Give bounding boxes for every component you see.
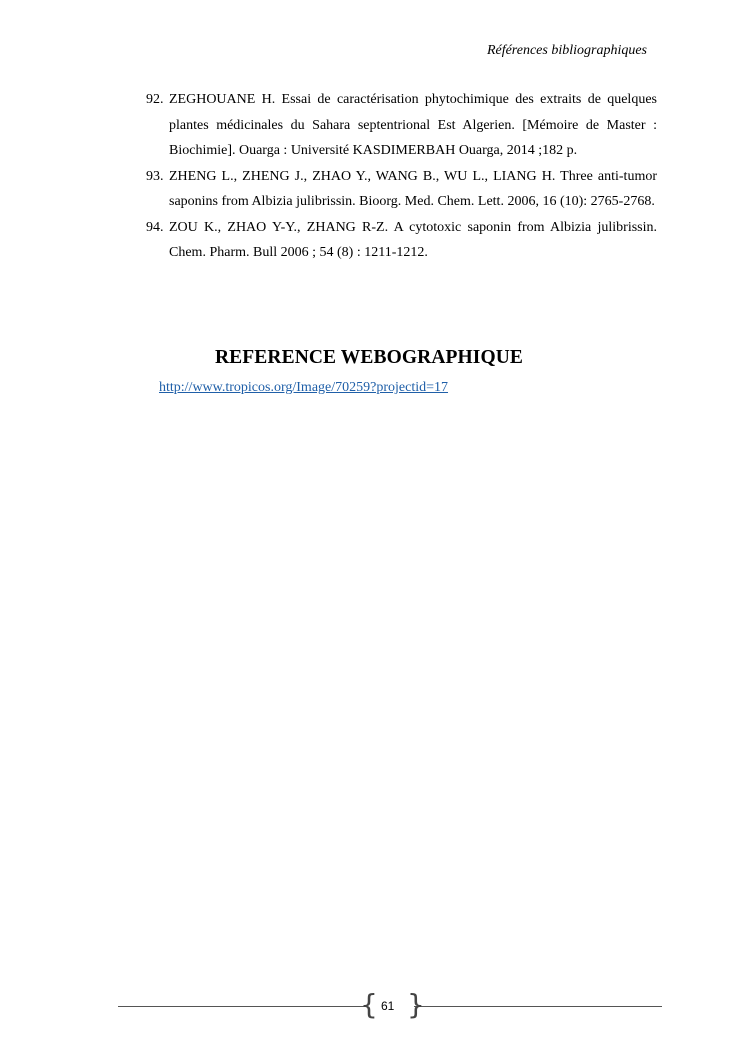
right-brace-icon: }	[407, 988, 425, 1021]
footer-rule-left	[118, 1006, 365, 1007]
webography-title: REFERENCE WEBOGRAPHIQUE	[215, 347, 524, 368]
left-brace-icon: {	[360, 988, 378, 1021]
page-header: Références bibliographiques	[486, 43, 647, 58]
reference-number: 93.	[146, 168, 164, 184]
page-number: 61	[381, 999, 395, 1013]
reference-number: 92.	[146, 92, 164, 107]
reference-text: ZEGHOUANE H. Essai de caractérisation phytochimique des extraits de quelques plantes médicinales du Sahara septentrional Est Algerien. [Mémoire de Master : Biochimie]. Ouarga : Université KASDIMERBAH Ouarga, 2014 ;182 p.	[169, 92, 657, 158]
webography-link[interactable]: http://www.tropicos.org/Image/70259?projectid=17	[159, 380, 449, 395]
footer-rule-right	[414, 1006, 662, 1007]
reference-list	[146, 87, 657, 266]
reference-item	[146, 164, 657, 215]
reference-item	[146, 87, 657, 164]
reference-number: 94.	[146, 219, 164, 235]
reference-item	[146, 215, 657, 266]
reference-text: ZHENG L., ZHENG J., ZHAO Y., WANG B., WU L., LIANG H. Three anti-tumor saponins from Albizia julibrissin. Bioorg. Med. Chem. Lett. 2006, 16 (10): 2765-2768.	[169, 168, 657, 209]
reference-text: ZOU K., ZHAO Y-Y., ZHANG R-Z. A cytotoxic saponin from Albizia julibrissin. Chem. Pharm. Bull 2006 ; 54 (8) : 1211-1212.	[169, 219, 657, 260]
